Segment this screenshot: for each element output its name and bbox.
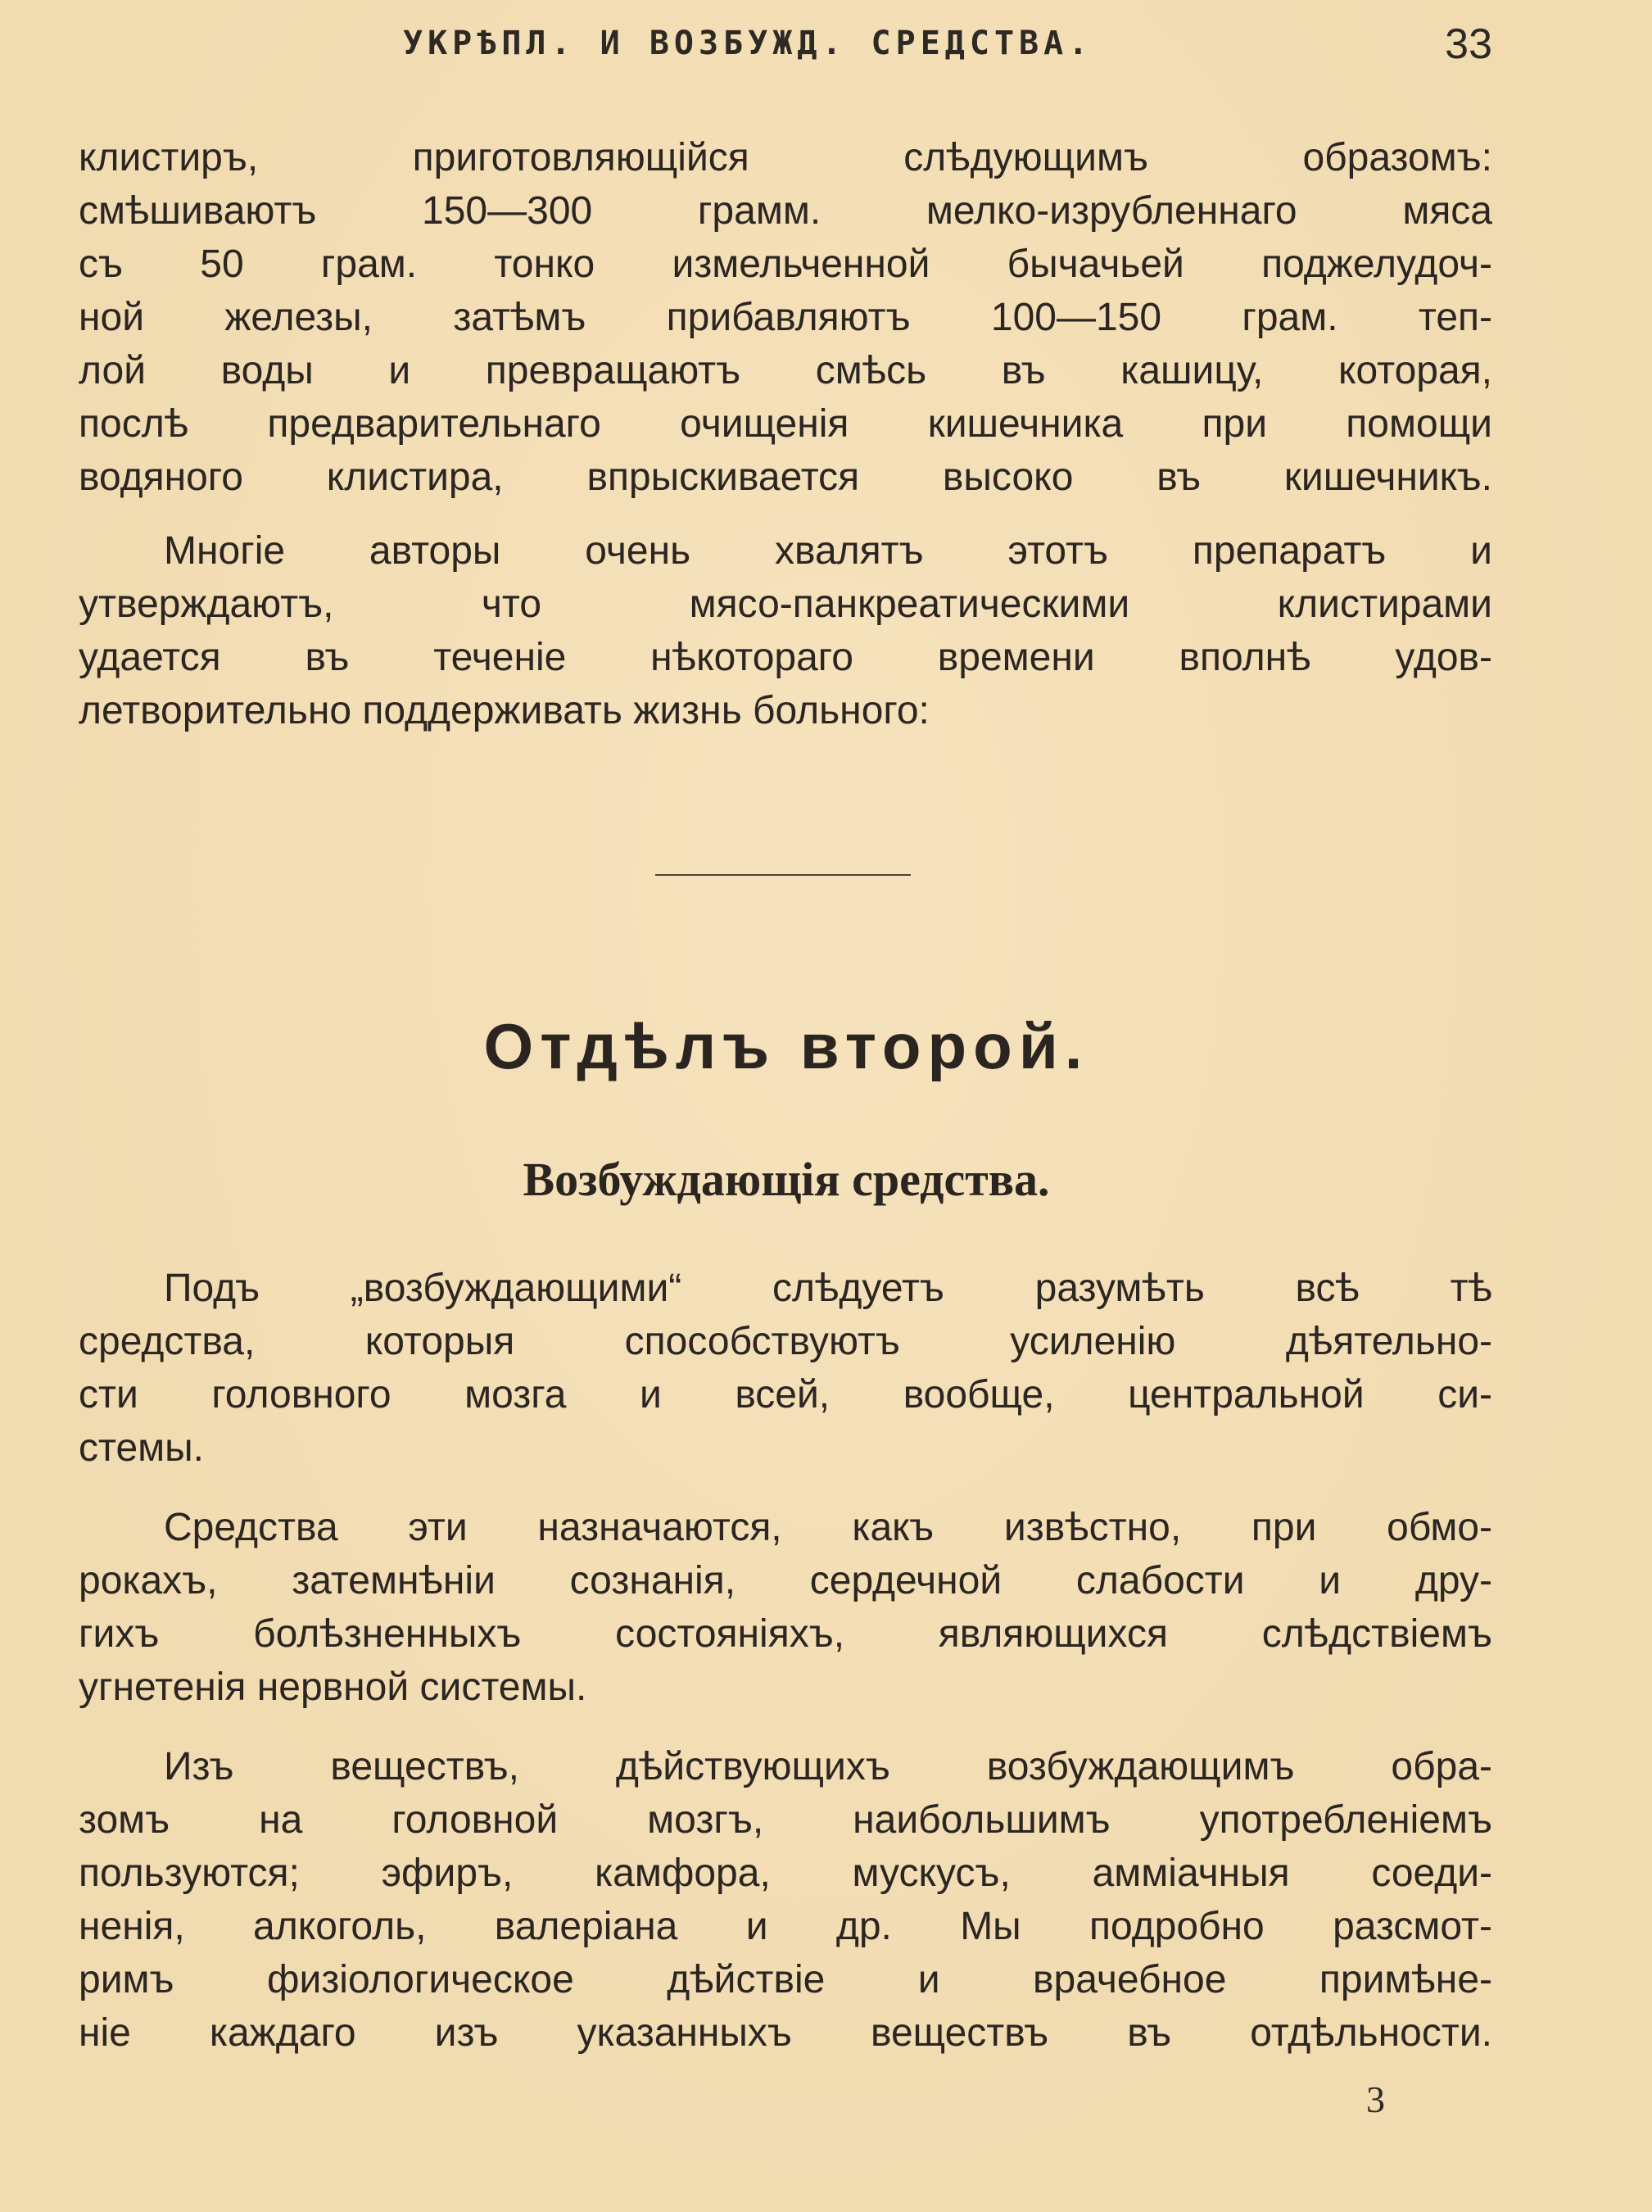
text-line: смѣшиваютъ 150—300 грамм. мелко-изрубленнаго мяса bbox=[79, 189, 1492, 233]
text-line: ніе каждаго изъ указанныхъ веществъ въ отдѣльности. bbox=[79, 2011, 1492, 2055]
text-line: ной железы, затѣмъ прибавляютъ 100—150 грам. теп- bbox=[79, 296, 1492, 339]
section-title: Отдѣлъ второй. bbox=[483, 1010, 1089, 1082]
text-line: водяного клистира, впрыскивается высоко въ кишечникъ. bbox=[79, 456, 1492, 499]
section-divider-rule bbox=[655, 874, 911, 876]
text-line: угнетенія нервной системы. bbox=[79, 1666, 587, 1709]
text-line: Подъ „возбуждающими“ слѣдуетъ разумѣть всѣ тѣ bbox=[164, 1267, 1492, 1310]
text-line: утверждаютъ, что мясо-панкреатическими клистирами bbox=[79, 582, 1492, 626]
text-line: рокахъ, затемнѣніи сознанія, сердечной слабости и дру- bbox=[79, 1559, 1492, 1602]
paragraph-indications bbox=[79, 1501, 1492, 1714]
signature-mark: 3 bbox=[1366, 2078, 1385, 2120]
text-line: Многіе авторы очень хвалятъ этотъ препаратъ и bbox=[164, 529, 1492, 573]
paragraph-continuation bbox=[79, 131, 1492, 504]
text-line: Изъ веществъ, дѣйствующихъ возбуждающимъ обра- bbox=[164, 1745, 1492, 1788]
text-line: съ 50 грам. тонко измельченной бычачьей поджелудоч- bbox=[79, 243, 1492, 286]
text-line: сти головного мозга и всей, вообще, центральной си- bbox=[79, 1373, 1492, 1416]
text-line: послѣ предварительнаго очищенія кишечника при помощи bbox=[79, 402, 1492, 446]
paragraph-substances bbox=[79, 1740, 1492, 2060]
text-line: зомъ на головной мозгъ, наибольшимъ употребленіемъ bbox=[79, 1798, 1492, 1842]
subsection-title: Возбуждающія средства. bbox=[523, 1153, 1050, 1206]
text-line: клистиръ, приготовляющійся слѣдующимъ образомъ: bbox=[79, 136, 1492, 179]
paragraph-definition bbox=[79, 1262, 1492, 1475]
text-line: стемы. bbox=[79, 1426, 204, 1470]
text-line: ненія, алкоголь, валеріана и др. Мы подробно разсмот- bbox=[79, 1905, 1492, 1948]
text-line: пользуются; эфиръ, камфора, мускусъ, амміачныя соеди- bbox=[79, 1852, 1492, 1895]
page-number: 33 bbox=[1445, 20, 1492, 68]
running-head: УКРѢПЛ. И ВОЗБУЖД. СРЕДСТВА. bbox=[403, 25, 1093, 62]
text-line: лой воды и превращаютъ смѣсь въ кашицу, которая, bbox=[79, 349, 1492, 392]
text-line: Средства эти назначаются, какъ извѣстно, при обмо- bbox=[164, 1506, 1492, 1549]
text-line: римъ физіологическое дѣйствіе и врачебное примѣне- bbox=[79, 1958, 1492, 2001]
paragraph-authors bbox=[79, 524, 1492, 737]
text-line: средства, которыя способствуютъ усиленію дѣятельно- bbox=[79, 1320, 1492, 1363]
text-line: гихъ болѣзненныхъ состояніяхъ, являющихся слѣдствіемъ bbox=[79, 1612, 1492, 1656]
text-line: летворительно поддерживать жизнь больного: bbox=[79, 689, 930, 732]
text-line: удается въ теченіе нѣкотораго времени вполнѣ удов- bbox=[79, 636, 1492, 679]
